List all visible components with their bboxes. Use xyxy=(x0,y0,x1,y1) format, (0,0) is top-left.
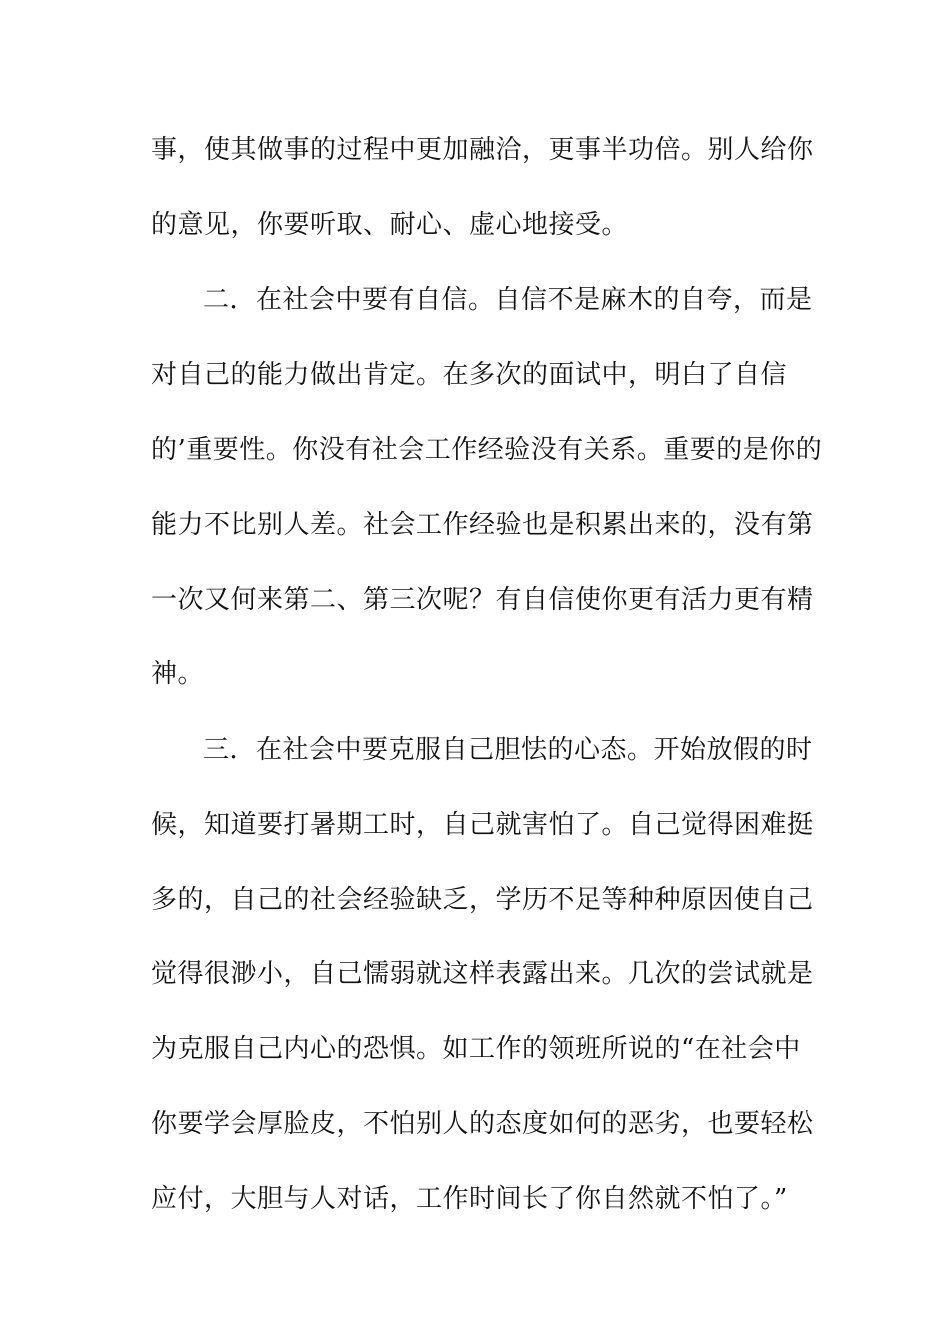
paragraph-start-line: 三．在社会中要克服自己胆怯的心态。开始放假的时 xyxy=(203,735,813,765)
text-line: 为克服自己内心的恐惧。如工作的领班所说的“在社会中 xyxy=(151,1034,801,1064)
text-line: 事，使其做事的过程中更加融洽，更事半功倍。别人给你 xyxy=(151,135,814,165)
text-line: 觉得很渺小，自己懦弱就这样表露出来。几次的尝试就是 xyxy=(151,959,814,989)
paragraph-start-line: 二．在社会中要有自信。自信不是麻木的自夸，而是 xyxy=(203,285,813,315)
text-line: 神。 xyxy=(151,659,205,689)
text-line: 对自己的能力做出肯定。在多次的面试中，明白了自信 xyxy=(151,360,788,390)
text-line: 的意见，你要听取、耐心、虚心地接受。 xyxy=(151,210,629,240)
text-line: 应付，大胆与人对话，工作时间长了你自然就不怕了。” xyxy=(151,1184,788,1214)
text-line: 候，知道要打暑期工时，自己就害怕了。自己觉得困难挺 xyxy=(151,810,814,840)
text-line: 的’重要性。你没有社会工作经验没有关系。重要的是你的 xyxy=(151,435,823,465)
text-line: 你要学会厚脸皮，不怕别人的态度如何的恶劣，也要轻松 xyxy=(151,1109,814,1139)
text-line: 能力不比别人差。社会工作经验也是积累出来的，没有第 xyxy=(151,510,814,540)
text-line: 多的，自己的社会经验缺乏，学历不足等种种原因使自己 xyxy=(151,885,814,915)
text-line: 一次又何来第二、第三次呢？有自信使你更有活力更有精 xyxy=(151,585,814,615)
